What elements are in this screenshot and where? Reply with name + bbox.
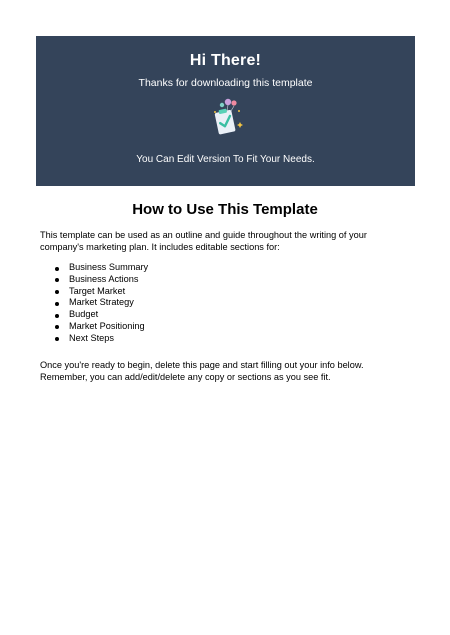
list-item: Business Actions: [40, 274, 148, 286]
list-item: Market Strategy: [40, 297, 148, 309]
banner-title: Hi There!: [189, 52, 262, 69]
list-item: Budget: [40, 309, 148, 321]
list-item: Market Positioning: [40, 321, 148, 333]
page-title: How to Use This Template: [132, 201, 318, 218]
list-item: Business Summary: [40, 262, 148, 274]
banner-subtitle: Thanks for downloading this template: [138, 77, 313, 89]
outro-paragraph: Once you're ready to begin, delete this page and start filling out your info below. Remember, you can add/edit/delete any copy or sections as you see fit.: [40, 360, 364, 382]
list-item: Next Steps: [40, 333, 148, 345]
welcome-banner: [36, 36, 415, 186]
intro-paragraph: This template can be used as an outline and guide throughout the writing of your company's marketing plan. It includes editable sections for:: [40, 230, 367, 252]
checklist-celebration-icon: [206, 96, 246, 140]
list-item: Target Market: [40, 286, 148, 298]
section-list: [40, 262, 148, 345]
banner-note: You Can Edit Version To Fit Your Needs.: [136, 154, 315, 165]
